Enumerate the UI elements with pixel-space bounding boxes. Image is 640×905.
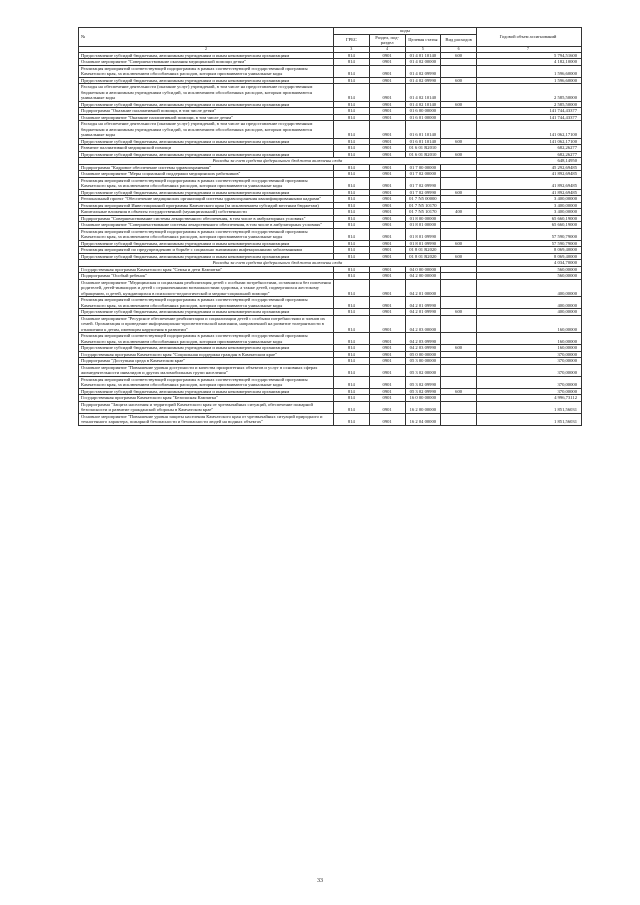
table-row — [79, 333, 582, 345]
row-target: 04 2 00 00000 — [405, 273, 441, 280]
row-name: Основное мероприятие "Оказание паллиативной помощи, в том числе детям" — [79, 114, 334, 121]
row-target: 01 8 01 R2020 — [405, 247, 441, 254]
table-row — [79, 84, 582, 102]
table-row — [79, 364, 582, 376]
row-grbs: 814 — [334, 388, 370, 395]
header-section: Раздел, под-раздел — [369, 34, 405, 46]
table-row — [79, 228, 582, 240]
column-number: 5 — [405, 46, 441, 52]
row-name: Основное мероприятие "Медицинская и социальная реабилитация детей с особыми потребностями, оставшихся без попечения родителей, детей-инвалидов и детей с ограниченными возможностями здоровья, а также детей, подвергшихся жестокому обращению, и детей, нуждающихся в психолого-педагогической и медико-социальной помощи" — [79, 279, 334, 297]
row-grbs: 814 — [334, 364, 370, 376]
row-amount: 3 400,00000 — [477, 196, 582, 203]
row-section: 0901 — [369, 376, 405, 388]
row-grbs: 814 — [334, 101, 370, 108]
row-grbs: 814 — [334, 376, 370, 388]
row-section: 0901 — [369, 297, 405, 309]
row-grbs: 814 — [334, 395, 370, 402]
row-name: Реализация мероприятий соответствующей подпрограммы в рамках соответствующей государственной программы Камчатского края, за исключением обособленных расходов, которым присваиваются уникальные коды — [79, 65, 334, 77]
row-grbs: 814 — [334, 253, 370, 260]
row-grbs: 814 — [334, 52, 370, 59]
row-name: Предоставление субсидий бюджетным, автономным учреждениям и иным некоммерческим организациям — [79, 388, 334, 395]
row-section: 0901 — [369, 145, 405, 152]
row-target: 05 3 02 00000 — [405, 364, 441, 376]
row-grbs: 814 — [334, 145, 370, 152]
row-grbs: 814 — [334, 164, 370, 171]
row-name: Реализация мероприятий соответствующей подпрограммы в рамках соответствующей государственной программы Камчатского края, за исключением обособленных расходов, которым присваиваются уникальные коды — [79, 177, 334, 189]
header-target: Целевая статья — [405, 34, 441, 46]
row-type — [441, 315, 477, 333]
row-grbs: 814 — [334, 345, 370, 352]
row-section: 0901 — [369, 215, 405, 222]
row-amount: 8 069,40000 — [477, 253, 582, 260]
row-type — [441, 177, 477, 189]
row-target: 01 7 N5 10170 — [405, 209, 441, 216]
row-amount: 65 660,19000 — [477, 215, 582, 222]
row-grbs: 814 — [334, 189, 370, 196]
row-type — [441, 413, 477, 425]
row-name: Расходы на обеспечение деятельности (оказание услуг) учреждений, в том числе на предоставление государственным бюджетным и автономным учреждениям субсидий, за исключением обособленных расходов, которым присваиваются уникальные коды — [79, 121, 334, 139]
row-target: 16 2 04 00000 — [405, 413, 441, 425]
row-grbs: 814 — [334, 121, 370, 139]
row-amount: 141 062,17100 — [477, 138, 582, 145]
row-amount: 2 585,50000 — [477, 84, 582, 102]
row-target: 01 6 01 00000 — [405, 114, 441, 121]
row-section: 0901 — [369, 228, 405, 240]
row-section: 0901 — [369, 364, 405, 376]
row-amount: 3 400,00000 — [477, 209, 582, 216]
row-section: 0901 — [369, 202, 405, 209]
header-type: Вид расходов — [441, 34, 477, 46]
row-name: Реализация мероприятий соответствующей подпрограммы в рамках соответствующей государственной программы Камчатского края, за исключением обособленных расходов, которым присваиваются уникальные коды — [79, 376, 334, 388]
row-target: 01 6 01 R2010 — [405, 151, 441, 158]
row-amount: 5 794,51600 — [477, 52, 582, 59]
row-type: 600 — [441, 101, 477, 108]
column-number: 4 — [369, 46, 405, 52]
row-type — [441, 84, 477, 102]
row-target: 01 8 01 09990 — [405, 228, 441, 240]
row-amount: 160,00000 — [477, 333, 582, 345]
row-amount: 1 851,56031 — [477, 413, 582, 425]
row-section: 0901 — [369, 84, 405, 102]
row-section: 0901 — [369, 114, 405, 121]
header-codes: коды — [334, 28, 477, 35]
row-name: Реализация мероприятий соответствующей подпрограммы в рамках соответствующей государственной программы Камчатского края, за исключением обособленных расходов, которым присваиваются уникальные коды — [79, 228, 334, 240]
row-amount: 560,00000 — [477, 266, 582, 273]
row-section: 0901 — [369, 164, 405, 171]
row-type: 600 — [441, 253, 477, 260]
row-target: 01 7 N5 10170 — [405, 202, 441, 209]
row-grbs: 814 — [334, 315, 370, 333]
row-type — [441, 228, 477, 240]
row-grbs: 814 — [334, 196, 370, 203]
row-type — [441, 364, 477, 376]
row-section: 0901 — [369, 52, 405, 59]
row-section: 0901 — [369, 273, 405, 280]
row-name: Развитие паллиативной медицинской помощи — [79, 145, 334, 152]
row-target: 16 2 00 00000 — [405, 401, 441, 413]
row-amount: 560,00000 — [477, 273, 582, 280]
row-name: Региональный проект "Обеспечение медицинских организаций системы здравоохранения квалифицированными кадрами" — [79, 196, 334, 203]
header-amount: Годовой объем ассигнований — [477, 28, 582, 47]
row-section: 0901 — [369, 209, 405, 216]
row-grbs: 814 — [334, 209, 370, 216]
row-section: 0901 — [369, 177, 405, 189]
table-row — [79, 279, 582, 297]
row-grbs: 814 — [334, 114, 370, 121]
table-row — [79, 121, 582, 139]
row-amount: 682,26277 — [477, 145, 582, 152]
row-type: 600 — [441, 388, 477, 395]
table-row — [79, 413, 582, 425]
row-type — [441, 121, 477, 139]
note-text: Расходы за счет средств федерального бюджета включены сюда — [79, 158, 477, 165]
header-number: № — [79, 28, 334, 47]
note-amount: 648,14950 — [477, 158, 582, 165]
row-name: Предоставление субсидий бюджетным, автономным учреждениям и иным некоммерческим организациям — [79, 253, 334, 260]
row-section: 0901 — [369, 101, 405, 108]
row-section: 0901 — [369, 77, 405, 84]
row-target: 01 4 02 10140 — [405, 101, 441, 108]
row-name: Предоставление субсидий бюджетным, автономным учреждениям и иным некоммерческим организациям — [79, 345, 334, 352]
row-name: Предоставление субсидий бюджетным, автономным учреждениям и иным некоммерческим организациям — [79, 138, 334, 145]
row-name: Реализация мероприятий соответствующей подпрограммы в рамках соответствующей государственной программы Камчатского края, за исключением обособленных расходов, которым присваиваются уникальные коды — [79, 333, 334, 345]
row-target: 05 3 02 09990 — [405, 376, 441, 388]
row-grbs: 814 — [334, 108, 370, 115]
row-target: 01 7 02 00000 — [405, 171, 441, 178]
row-target: 05 0 00 00000 — [405, 351, 441, 358]
row-amount: 682,26277 — [477, 151, 582, 158]
row-grbs: 814 — [334, 77, 370, 84]
budget-table — [78, 27, 582, 426]
row-amount: 41 892,69485 — [477, 171, 582, 178]
row-grbs: 814 — [334, 413, 370, 425]
row-section: 0901 — [369, 315, 405, 333]
row-grbs: 814 — [334, 151, 370, 158]
row-amount: 160,00000 — [477, 345, 582, 352]
table-body — [79, 52, 582, 425]
row-grbs: 814 — [334, 358, 370, 365]
row-target: 05 3 00 00000 — [405, 358, 441, 365]
row-grbs: 814 — [334, 297, 370, 309]
row-section: 0901 — [369, 395, 405, 402]
row-amount: 400,00000 — [477, 309, 582, 316]
table-row — [79, 65, 582, 77]
row-name: Реализация мероприятий по предупреждению и борьбе с социально значимыми инфекционными заболеваниями — [79, 247, 334, 254]
row-grbs: 814 — [334, 401, 370, 413]
row-type: 600 — [441, 77, 477, 84]
table-row — [79, 315, 582, 333]
row-section: 0901 — [369, 65, 405, 77]
row-amount: 65 660,19000 — [477, 222, 582, 229]
row-name: Реализация мероприятий соответствующей подпрограммы в рамках соответствующей государственной программы Камчатского края, за исключением обособленных расходов, которым присваиваются уникальные коды — [79, 297, 334, 309]
row-amount: 4 996,73112 — [477, 395, 582, 402]
row-name: Государственная программа Камчатского края "Безопасная Камчатка" — [79, 395, 334, 402]
row-amount: 370,00000 — [477, 358, 582, 365]
row-amount: 2 585,50000 — [477, 101, 582, 108]
row-type — [441, 279, 477, 297]
row-amount: 1 596,60000 — [477, 77, 582, 84]
table-row — [79, 297, 582, 309]
column-number: 7 — [477, 46, 582, 52]
row-name: Основное мероприятие "Совершенствование оказания медицинской помощи детям" — [79, 59, 334, 66]
row-name: Подпрограмма "Кадровое обеспечение системы здравоохранения" — [79, 164, 334, 171]
row-name: Предоставление субсидий бюджетным, автономным учреждениям и иным некоммерческим организациям — [79, 77, 334, 84]
row-section: 0901 — [369, 151, 405, 158]
row-target: 04 2 01 00000 — [405, 279, 441, 297]
row-name: Подпрограмма "Особый ребенок" — [79, 273, 334, 280]
row-target: 01 6 01 R2010 — [405, 145, 441, 152]
row-amount: 41 892,69485 — [477, 177, 582, 189]
column-number: 6 — [441, 46, 477, 52]
row-section: 0901 — [369, 108, 405, 115]
row-name: Предоставление субсидий бюджетным, автономным учреждениям и иным некоммерческим организациям — [79, 309, 334, 316]
row-amount: 400,00000 — [477, 279, 582, 297]
row-target: 01 7 02 09990 — [405, 189, 441, 196]
row-grbs: 814 — [334, 279, 370, 297]
row-section: 0901 — [369, 266, 405, 273]
row-target: 01 8 01 09990 — [405, 240, 441, 247]
row-section: 0901 — [369, 247, 405, 254]
row-section: 0901 — [369, 309, 405, 316]
row-target: 01 8 00 00000 — [405, 215, 441, 222]
row-target: 04 2 01 09990 — [405, 297, 441, 309]
row-amount: 1 596,60000 — [477, 65, 582, 77]
row-name: Подпрограмма "Оказание паллиативной помощи, в том числе детям" — [79, 108, 334, 115]
row-target: 04 2 03 00000 — [405, 315, 441, 333]
row-type: 600 — [441, 151, 477, 158]
row-amount: 400,00000 — [477, 297, 582, 309]
row-name: Основное мероприятие "Ресурсное обеспечение реабилитации и социализации детей с особыми потребностями и членов их семей. Организация и проведение информационно-просветительской кампании, направленной на развитие толерантности в отношении к детям, имеющим нарушения в развитии" — [79, 315, 334, 333]
row-name: Государственная программа Камчатского края "Социальная поддержка граждан в Камчатском крае" — [79, 351, 334, 358]
row-name: Подпрограмма "Совершенствование системы лекарственного обеспечения, в том числе в амбулаторных условиях" — [79, 215, 334, 222]
row-target: 01 7 00 00000 — [405, 164, 441, 171]
row-amount: 4 182,10000 — [477, 59, 582, 66]
row-grbs: 814 — [334, 65, 370, 77]
row-amount: 3 400,00000 — [477, 202, 582, 209]
row-type: 600 — [441, 345, 477, 352]
header-grbs: ГРБС — [334, 34, 370, 46]
table-row — [79, 401, 582, 413]
row-grbs: 814 — [334, 138, 370, 145]
row-target: 04 0 00 00000 — [405, 266, 441, 273]
row-name: Основное мероприятие "Меры социальной поддержки медицинских работников" — [79, 171, 334, 178]
row-type: 600 — [441, 240, 477, 247]
row-section: 0901 — [369, 196, 405, 203]
row-section: 0901 — [369, 358, 405, 365]
row-grbs: 814 — [334, 240, 370, 247]
row-name: Основное мероприятие "Повышение уровня защиты населения Камчатского края от чрезвычайных ситуаций природного и техногенного характера, пожарной безопасности и безопасности людей на водных объектах" — [79, 413, 334, 425]
row-target: 01 4 02 10140 — [405, 84, 441, 102]
row-target: 04 2 03 09990 — [405, 333, 441, 345]
row-target: 01 4 02 09990 — [405, 77, 441, 84]
row-target: 01 4 02 09990 — [405, 65, 441, 77]
row-amount: 141 744,43377 — [477, 114, 582, 121]
column-number: 2 — [79, 46, 334, 52]
row-grbs: 814 — [334, 351, 370, 358]
row-grbs: 814 — [334, 171, 370, 178]
row-section: 0901 — [369, 138, 405, 145]
row-amount: 370,00000 — [477, 388, 582, 395]
page-number: 33 — [317, 878, 323, 884]
row-type — [441, 333, 477, 345]
row-section: 0901 — [369, 253, 405, 260]
column-number: 3 — [334, 46, 370, 52]
row-section: 0901 — [369, 345, 405, 352]
row-type: 400 — [441, 209, 477, 216]
row-name: Предоставление субсидий бюджетным, автономным учреждениям и иным некоммерческим организациям — [79, 151, 334, 158]
row-section: 0901 — [369, 413, 405, 425]
row-target: 16 0 00 00000 — [405, 395, 441, 402]
row-name: Основное мероприятие "Повышение уровня доступности и качества приоритетных объектов и услуг в основных сферах жизнедеятельности инвалидов и других маломобильных групп населения" — [79, 364, 334, 376]
row-type: 600 — [441, 52, 477, 59]
row-grbs: 814 — [334, 273, 370, 280]
row-name: Предоставление субсидий бюджетным, автономным учреждениям и иным некоммерческим организациям — [79, 189, 334, 196]
row-target: 01 6 00 00000 — [405, 108, 441, 115]
row-grbs: 814 — [334, 228, 370, 240]
row-grbs: 814 — [334, 266, 370, 273]
row-section: 0901 — [369, 171, 405, 178]
row-name: Предоставление субсидий бюджетным, автономным учреждениям и иным некоммерческим организациям — [79, 240, 334, 247]
row-target: 05 3 02 09990 — [405, 388, 441, 395]
row-target: 04 2 01 09990 — [405, 309, 441, 316]
row-amount: 1 851,56031 — [477, 401, 582, 413]
row-target: 01 7 02 09990 — [405, 177, 441, 189]
row-amount: 370,00000 — [477, 351, 582, 358]
row-grbs: 814 — [334, 215, 370, 222]
row-target: 01 4 02 00000 — [405, 59, 441, 66]
row-name: Предоставление субсидий бюджетным, автономным учреждениям и иным некоммерческим организациям — [79, 52, 334, 59]
row-name: Подпрограмма "Защита населения и территорий Камчатского края от чрезвычайных ситуаций, обеспечение пожарной безопасности и развитие гражданской обороны в Камчатском крае" — [79, 401, 334, 413]
row-type — [441, 65, 477, 77]
row-section: 0901 — [369, 240, 405, 247]
row-amount: 57 590,79000 — [477, 228, 582, 240]
row-section: 0901 — [369, 351, 405, 358]
row-grbs: 814 — [334, 177, 370, 189]
row-name: Расходы на обеспечение деятельности (оказание услуг) учреждений, в том числе на предоставление государственным бюджетным и автономным учреждениям субсидий, за исключением обособленных расходов, которым присваиваются уникальные коды — [79, 84, 334, 102]
row-section: 0901 — [369, 121, 405, 139]
note-amount: 4 034,70000 — [477, 260, 582, 267]
row-type — [441, 401, 477, 413]
row-section: 0901 — [369, 222, 405, 229]
row-target: 01 8 01 00000 — [405, 222, 441, 229]
row-amount: 57 590,79000 — [477, 240, 582, 247]
row-amount: 45 292,69485 — [477, 164, 582, 171]
row-section: 0901 — [369, 189, 405, 196]
row-target: 01 7 N5 00000 — [405, 196, 441, 203]
row-grbs: 814 — [334, 84, 370, 102]
row-name: Подпрограмма "Доступная среда в Камчатском крае" — [79, 358, 334, 365]
row-name: Основное мероприятие "Совершенствование системы лекарственного обеспечения, в том числе в амбулаторных условиях" — [79, 222, 334, 229]
table-row — [79, 177, 582, 189]
row-target: 01 8 01 R2020 — [405, 253, 441, 260]
row-name: Реализация мероприятий Инвестиционной программы Камчатского края (за исключением субсидий местным бюджетам) — [79, 202, 334, 209]
row-grbs: 814 — [334, 59, 370, 66]
row-section: 0901 — [369, 59, 405, 66]
row-type — [441, 297, 477, 309]
table-row — [79, 376, 582, 388]
row-amount: 141 062,17100 — [477, 121, 582, 139]
row-target: 01 4 01 10140 — [405, 52, 441, 59]
row-name: Капитальные вложения в объекты государственной (муниципальной) собственности — [79, 209, 334, 216]
budget-table-page — [78, 27, 582, 426]
row-grbs: 814 — [334, 309, 370, 316]
row-section: 0901 — [369, 388, 405, 395]
row-grbs: 814 — [334, 222, 370, 229]
row-amount: 8 069,40000 — [477, 247, 582, 254]
row-amount: 141 744,43377 — [477, 108, 582, 115]
row-target: 04 2 03 09990 — [405, 345, 441, 352]
row-target: 01 6 01 10140 — [405, 138, 441, 145]
row-grbs: 814 — [334, 202, 370, 209]
row-amount: 41 892,69485 — [477, 189, 582, 196]
row-target: 01 6 01 10140 — [405, 121, 441, 139]
row-section: 0901 — [369, 279, 405, 297]
row-section: 0901 — [369, 333, 405, 345]
row-type: 600 — [441, 189, 477, 196]
row-grbs: 814 — [334, 247, 370, 254]
row-name: Предоставление субсидий бюджетным, автономным учреждениям и иным некоммерческим организациям — [79, 101, 334, 108]
note-text: Расходы за счет средств федерального бюджета включены сюда — [79, 260, 477, 267]
row-type: 600 — [441, 138, 477, 145]
row-type: 600 — [441, 309, 477, 316]
row-name: Государственная программа Камчатского края "Семья и дети Камчатки" — [79, 266, 334, 273]
row-grbs: 814 — [334, 333, 370, 345]
row-section: 0901 — [369, 401, 405, 413]
row-amount: 160,00000 — [477, 315, 582, 333]
row-amount: 370,00000 — [477, 376, 582, 388]
row-amount: 370,00000 — [477, 364, 582, 376]
row-type — [441, 376, 477, 388]
